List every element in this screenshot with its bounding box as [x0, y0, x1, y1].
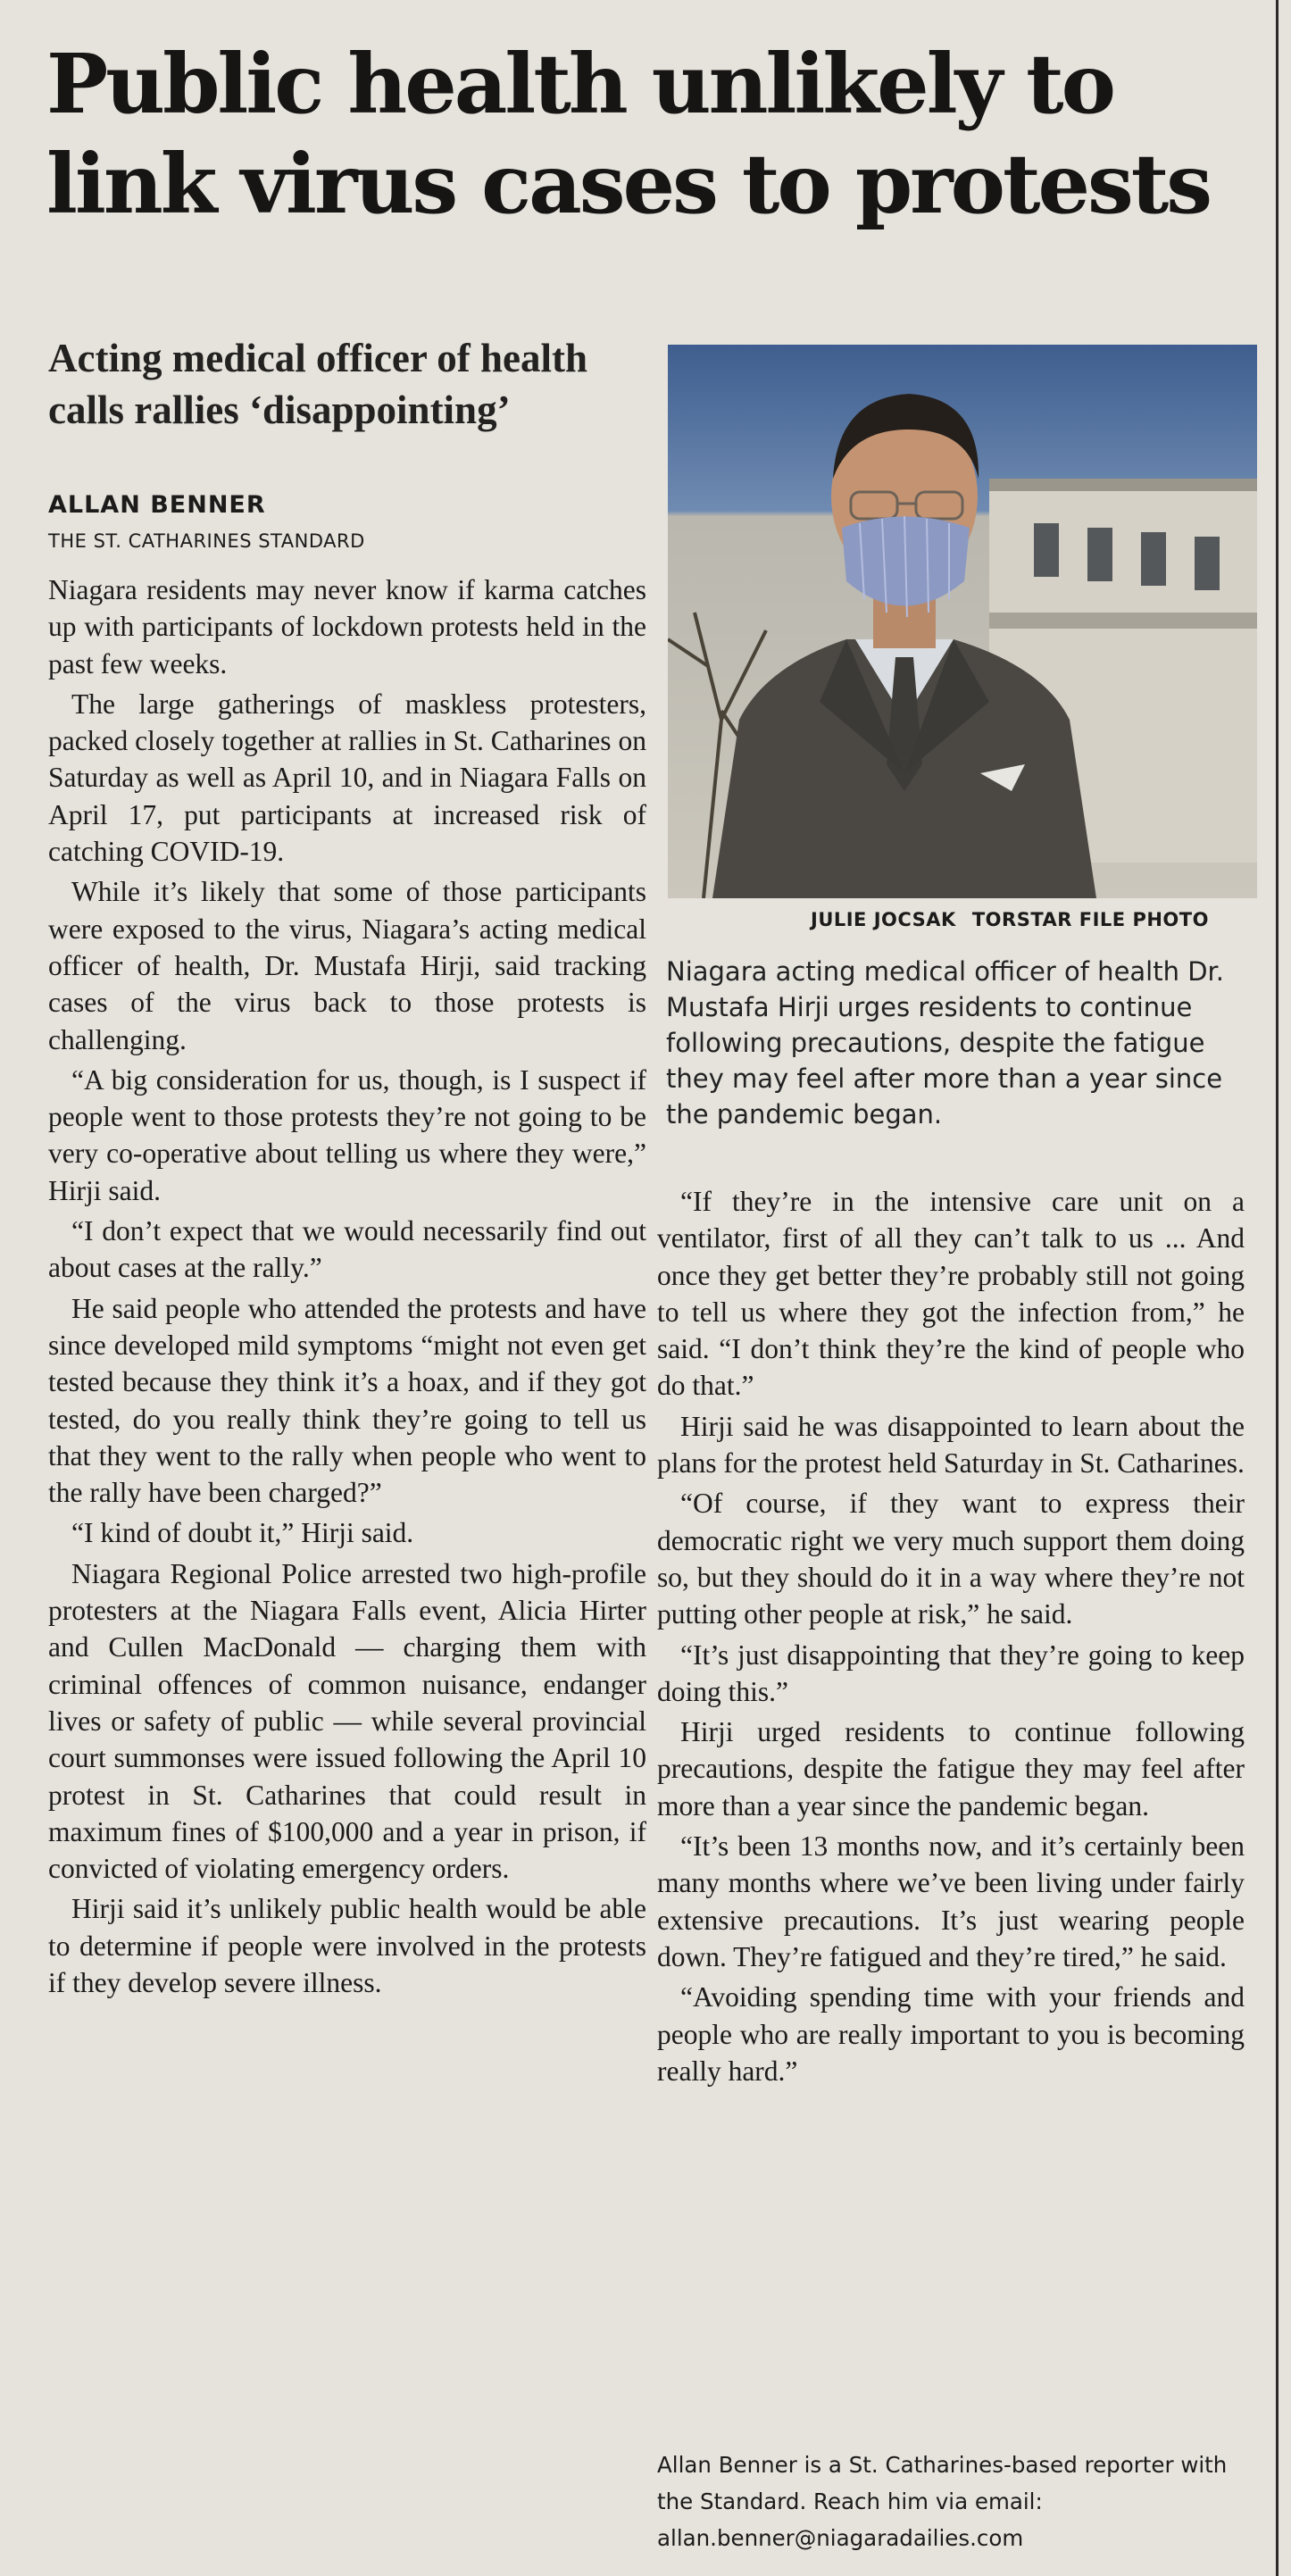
- paragraph: Hirji said he was disappointed to learn about the plans for the protest held Saturday in St. Catharines.: [657, 1410, 1245, 1480]
- paragraph: He said people who attended the protests and have since developed mild symptoms “might not even get tested because they think it’s a hoax, and if they got tested, do you really think they’re going to tell us that they went to the rally when people who went to the rally have been charged?”: [48, 1292, 646, 1509]
- right-column: [657, 1183, 1245, 2093]
- paragraph: Niagara residents may never know if karma catches up with participants of lockdown protests held in the past few weeks.: [48, 574, 646, 679]
- photo-credit: [811, 909, 1209, 930]
- paragraph: “It’s been 13 months now, and it’s certainly been many months where we’ve been living under fairly extensive precautions. It’s just wearing people down. They’re fatigued and they’re tired,” he said.: [657, 1830, 1245, 1972]
- byline-outlet: THE ST. CATHARINES STANDARD: [48, 530, 365, 552]
- paragraph: Hirji urged residents to continue following precautions, despite the fatigue they may feel after more than a year since the pandemic began.: [657, 1716, 1245, 1822]
- headline: Public health unlikely to link virus cases to protests: [46, 36, 1211, 232]
- byline: ALLAN BENNER: [48, 491, 266, 519]
- paragraph: The large gatherings of maskless protesters, packed closely together at rallies in St. Catharines on Saturday as well as April 10, and in Niagara Falls on April 17, put participants at increased risk of catching COVID-19.: [48, 688, 646, 868]
- paragraph: “If they’re in the intensive care unit on a ventilator, first of all they can’t talk to us ... And once they get better they’re probably still not going to tell us where they got the infection from,” he said. “I don’t think they’re the kind of people who do that.”: [657, 1186, 1245, 1402]
- paragraph: “Avoiding spending time with your friends and people who are really important to you is becoming really hard.”: [657, 1981, 1245, 2087]
- paragraph: “I don’t expect that we would necessarily find out about cases at the rally.”: [48, 1215, 646, 1284]
- photo-credit-name: JULIE JOCSAK: [811, 909, 956, 930]
- left-column: [48, 571, 646, 2005]
- photo-caption: Niagara acting medical officer of health Dr. Mustafa Hirji urges residents to continue following precautions, despite the fatigue they may feel after more than a year since the pandemic began.: [666, 956, 1225, 1130]
- paragraph: While it’s likely that some of those participants were exposed to the virus, Niagara’s acting medical officer of health, Dr. Mustafa Hirji, said tracking cases of the virus back to those protests is challenging.: [48, 876, 646, 1055]
- deck: Acting medical officer of health calls rallies ‘disappointing’: [48, 336, 588, 432]
- paragraph: “I kind of doubt it,” Hirji said.: [71, 1517, 414, 1549]
- paragraph: Hirji said it’s unlikely public health would be able to determine if people were involved in the protests if they develop severe illness.: [48, 1893, 646, 1998]
- photo-dr-hirji: [668, 345, 1257, 898]
- paragraph: Niagara Regional Police arrested two high-profile protesters at the Niagara Falls event, Alicia Hirter and Cullen MacDonald — charging them with criminal offences of common nuisance, endanger lives or safety of public — while several provincial court summonses were issued following the April 10 protest in St. Catharines that could result in maximum fines of $100,000 and a year in prison, if convicted of violating emergency orders.: [48, 1557, 646, 1885]
- author-bio: Allan Benner is a St. Catharines-based reporter with the Standard. Reach him via email: allan.benner@niagaradailies.com: [657, 2452, 1228, 2551]
- paragraph: “Of course, if they want to express their democratic right we very much support them doing so, but they should do it in a way where they’re not putting other people at risk,” he said.: [657, 1488, 1245, 1630]
- photo-illustration: [668, 345, 1257, 898]
- paragraph: “A big consideration for us, though, is I suspect if people went to those protests they’re not going to be very co-operative about telling us where they were,” Hirji said.: [48, 1063, 646, 1206]
- photo-credit-source: TORSTAR FILE PHOTO: [971, 909, 1209, 930]
- paragraph: “It’s just disappointing that they’re going to keep doing this.”: [657, 1638, 1245, 1707]
- column-rule: [1276, 0, 1279, 2576]
